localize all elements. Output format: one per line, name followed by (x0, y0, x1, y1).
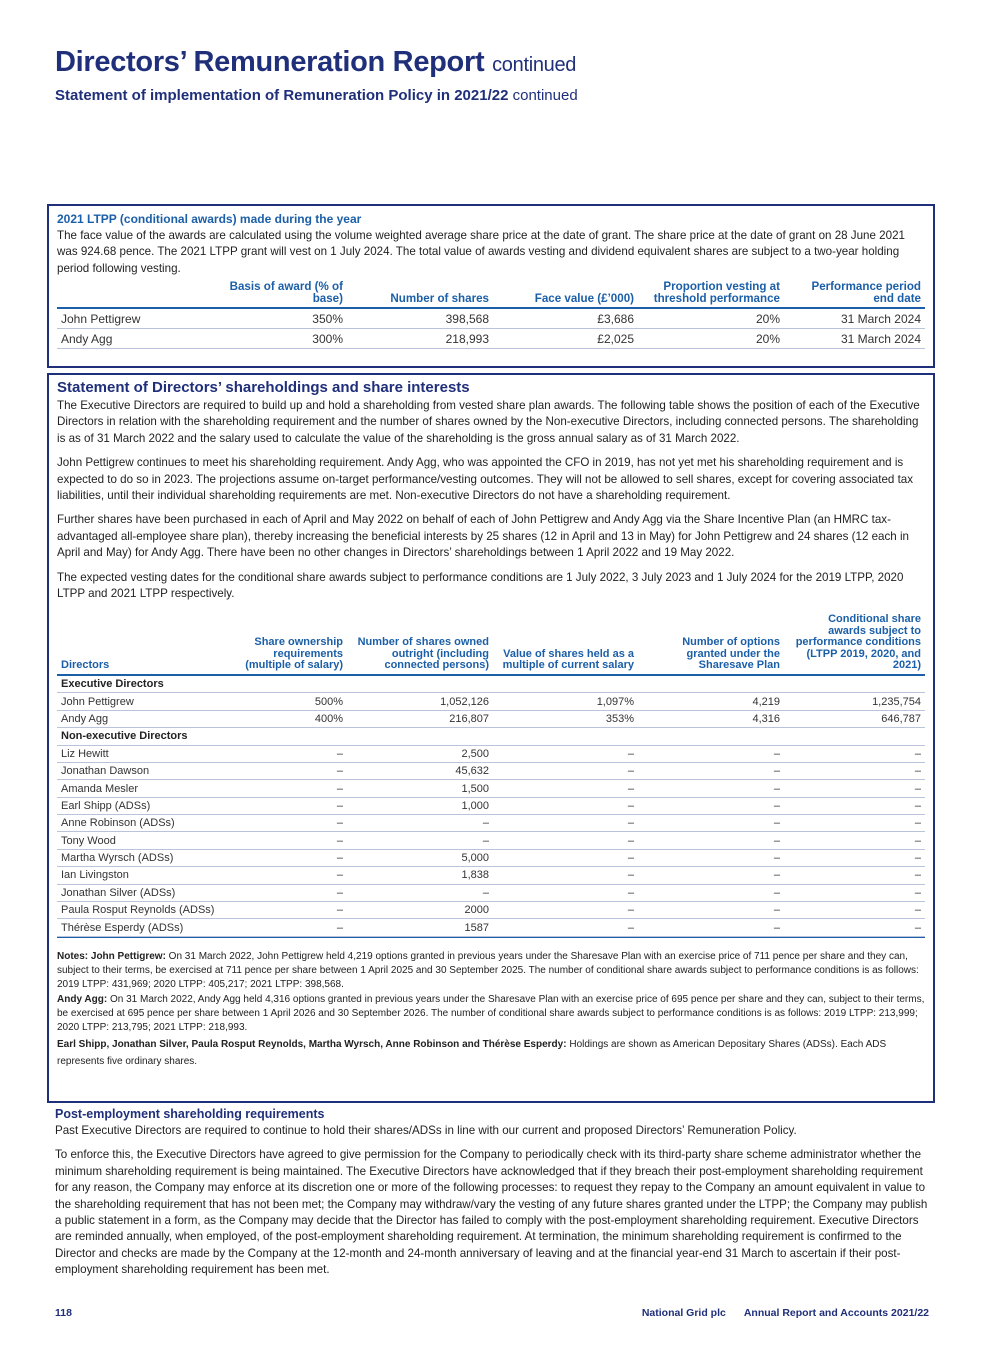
table-cell: – (493, 867, 638, 884)
table-cell: Jonathan Silver (ADSs) (57, 884, 227, 901)
note-john-pettigrew (57, 950, 925, 992)
holdings-col-header: Number of shares owned outright (including connected persons) (347, 614, 493, 675)
table-cell: 350% (207, 308, 347, 329)
table-cell: – (227, 867, 347, 884)
table-row (57, 762, 925, 779)
ltpp-heading: 2021 LTPP (conditional awards) made during the year (57, 212, 362, 226)
page-subtitle-suffix: continued (512, 87, 578, 104)
table-cell: – (347, 832, 493, 849)
table-group-row (57, 728, 925, 745)
page-subtitle (55, 87, 578, 104)
table-cell: – (493, 815, 638, 832)
holdings-paragraphs (57, 398, 925, 602)
table-cell: – (227, 745, 347, 762)
post-employment-paragraph: Past Executive Directors are required to continue to hold their shares/ADSs in line with our current and proposed Directors’ Remuneration Policy. (55, 1124, 797, 1137)
holdings-section (47, 373, 935, 1103)
table-cell: – (493, 762, 638, 779)
table-cell: – (784, 815, 925, 832)
ltpp-section (47, 204, 935, 368)
page-number: 118 (55, 1307, 72, 1319)
holdings-col-header: Value of shares held as a multiple of current salary (493, 614, 638, 675)
table-cell: – (638, 797, 784, 814)
table-cell: 4,219 (638, 693, 784, 710)
table-cell: 646,787 (784, 710, 925, 727)
page-subtitle-text: Statement of implementation of Remuneration Policy in 2021/22 (55, 87, 509, 104)
table-cell: – (493, 902, 638, 919)
ltpp-col-header: Basis of award (% of base) (207, 281, 347, 308)
table-cell: Andy Agg (57, 710, 227, 727)
table-cell: – (638, 815, 784, 832)
holdings-col-header: Directors (57, 614, 227, 675)
table-cell: Liz Hewitt (57, 745, 227, 762)
table-cell: 1,052,126 (347, 693, 493, 710)
table-row (57, 329, 925, 349)
page-title-text: Directors’ Remuneration Report (55, 46, 485, 78)
post-employment-paragraph: To enforce this, the Executive Directors have agreed to give permission for the Company to periodically check with its third-party share scheme administrator whether the minimum shareholding requirement is being maintained. The Executive Directors have acknowledged that if they breach their post-employment shareholding requirement for any reason, the Company may enforce at its discretion one or more of the following processes: to request they repay to the Company an amount equivalent in value to the shareholding requirement that has not been met; the Company may withdraw/vary the vesting of any future shares granted under the LTPP; the Company may publish a public statement in a form, as the Company may decide that the Director has failed to comply with the post-employment shareholding requirement. Executive Directors are reminded annually, when employed, of the post-employment shareholding requirement. At termination, the minimum shareholding requirement is confirmed to the Director and checks are made by the Company at the 12-month and 24-month anniversary of leaving and at the financial year-end 31 March to ascertain if their post-employment shareholding requirement has been met. (55, 1148, 928, 1277)
table-cell: 353% (493, 710, 638, 727)
table-cell: – (784, 797, 925, 814)
table-row (57, 780, 925, 797)
post-employment-heading: Post-employment shareholding requirements (55, 1107, 325, 1121)
group-label: Non-executive Directors (57, 728, 925, 745)
note-ads (57, 1036, 925, 1070)
table-cell: 31 March 2024 (784, 308, 925, 329)
table-cell: – (784, 919, 925, 936)
table-cell: 2,500 (347, 745, 493, 762)
note-john-text: On 31 March 2022, John Pettigrew held 4,219 options granted in previous years under the Sharesave Plan with an exercise price of 711 pence per share and they can, subject to their terms, be exercised at 711 pence per share between 1 April 2025 and 30 September 2025. The number of conditional share awards subject to performance conditions is as follows: 2019 LTPP: 431,969; 2020 LTPP: 405,217; 2021 LTPP: 398,568. (57, 950, 919, 990)
table-cell: 20% (638, 308, 784, 329)
ltpp-table-header (57, 281, 925, 308)
table-cell: – (227, 832, 347, 849)
table-cell: 216,807 (347, 710, 493, 727)
note-andy-label: Andy Agg: (57, 993, 108, 1005)
holdings-paragraph: The Executive Directors are required to build up and hold a shareholding from vested share plan awards. The following table shows the position of each of the Executive Directors in relation with the shareholding requirement and the number of shares owned by the Non-executive Directors, including connected persons. The shareholding is as of 31 March 2022 and the salary used to calculate the value of the shareholding is the gross annual salary as of 31 March 2022. (57, 399, 920, 445)
table-cell: – (347, 815, 493, 832)
table-row (57, 849, 925, 866)
table-cell: – (638, 902, 784, 919)
table-cell: – (227, 919, 347, 936)
table-cell: 1,838 (347, 867, 493, 884)
ltpp-table (57, 281, 925, 349)
table-cell: – (493, 849, 638, 866)
table-cell: – (227, 797, 347, 814)
holdings-heading: Statement of Directors’ shareholdings and share interests (57, 379, 470, 396)
table-row (57, 710, 925, 727)
ltpp-col-header: Face value (£’000) (493, 281, 638, 308)
table-cell: – (784, 762, 925, 779)
page-title (55, 46, 576, 79)
table-cell: – (493, 832, 638, 849)
table-row (57, 797, 925, 814)
table-cell: – (638, 780, 784, 797)
table-cell: 2000 (347, 902, 493, 919)
table-cell: 31 March 2024 (784, 329, 925, 349)
note-ads-text: Holdings are shown as American Depositary Shares (ADSs). Each ADS represents five ordinary shares. (57, 1038, 887, 1067)
table-cell: – (784, 902, 925, 919)
table-cell: – (227, 902, 347, 919)
table-row (57, 308, 925, 329)
table-cell: 20% (638, 329, 784, 349)
table-cell: 4,316 (638, 710, 784, 727)
table-cell: John Pettigrew (57, 693, 227, 710)
footer-report: Annual Report and Accounts 2021/22 (743, 1307, 929, 1319)
table-row (57, 902, 925, 919)
table-cell: – (493, 884, 638, 901)
table-cell: 300% (207, 329, 347, 349)
holdings-paragraph: The expected vesting dates for the conditional share awards subject to performance conditions are 1 July 2022, 3 July 2023 and 1 July 2024 for the 2019 LTPP, 2020 LTPP and 2021 LTPP respectively. (57, 570, 904, 601)
note-andy-agg (57, 993, 925, 1035)
table-cell: – (227, 884, 347, 901)
table-cell: 1,097% (493, 693, 638, 710)
holdings-paragraph: John Pettigrew continues to meet his shareholding requirement. Andy Agg, who was appointed the CFO in 2019, has not yet met his shareholding requirement and is expected to do so in 2023. The projections assume on-target performance/vesting outcomes. They will not be allowed to sell shares, except for covering associated tax liabilities, until their individual shareholding requirements are met. Non-executive Directors do not have a shareholding requirement. (57, 456, 914, 503)
table-cell: 45,632 (347, 762, 493, 779)
table-cell: – (638, 867, 784, 884)
table-cell: 500% (227, 693, 347, 710)
table-row (57, 919, 925, 936)
table-cell: – (784, 849, 925, 866)
table-cell: Paula Rosput Reynolds (ADSs) (57, 902, 227, 919)
table-row (57, 745, 925, 762)
table-cell: – (638, 762, 784, 779)
table-cell: – (784, 884, 925, 901)
ltpp-col-header (57, 281, 207, 308)
table-cell: John Pettigrew (57, 308, 207, 329)
post-employment-section (55, 1107, 929, 1287)
holdings-col-header: Number of options granted under the Sharesave Plan (638, 614, 784, 675)
table-cell: – (493, 745, 638, 762)
table-cell: 1,000 (347, 797, 493, 814)
table-cell: 400% (227, 710, 347, 727)
table-cell: – (227, 815, 347, 832)
table-cell: – (493, 780, 638, 797)
table-cell: – (227, 762, 347, 779)
table-cell: 218,993 (347, 329, 493, 349)
table-cell: – (784, 867, 925, 884)
table-cell: Ian Livingston (57, 867, 227, 884)
table-cell: Jonathan Dawson (57, 762, 227, 779)
note-ads-label: Earl Shipp, Jonathan Silver, Paula Rosput Reynolds, Martha Wyrsch, Anne Robinson and Thérèse Esperdy: (57, 1038, 567, 1050)
table-row (57, 867, 925, 884)
table-cell: 1587 (347, 919, 493, 936)
ltpp-text: The face value of the awards are calculated using the volume weighted average share price at the date of grant. The share price at the date of grant on 28 June 2021 was 924.68 pence. The 2021 LTPP grant will vest on 1 July 2024. The total value of awards vesting and dividend equivalent shares are subject to a two-year holding period following vesting. (57, 229, 905, 275)
table-cell: Andy Agg (57, 329, 207, 349)
table-cell: – (638, 884, 784, 901)
table-cell: £2,025 (493, 329, 638, 349)
table-cell: – (638, 919, 784, 936)
table-group-row (57, 675, 925, 693)
table-cell: £3,686 (493, 308, 638, 329)
table-row (57, 884, 925, 901)
table-cell: – (784, 832, 925, 849)
table-cell: Anne Robinson (ADSs) (57, 815, 227, 832)
table-row (57, 832, 925, 849)
table-cell: 5,000 (347, 849, 493, 866)
table-cell: – (784, 745, 925, 762)
table-cell: – (638, 832, 784, 849)
holdings-paragraph: Further shares have been purchased in each of April and May 2022 on behalf of each of John Pettigrew and Andy Agg via the Share Incentive Plan (an HMRC tax-advantaged all-employee share plan), thereby increasing the beneficial interests by 25 shares (12 in April and 13 in May) for John Pettigrew and 24 shares (12 each in April and May) for Andy Agg. There have been no other changes in Directors’ shareholdings between 1 April 2022 and 19 May 2022. (57, 513, 909, 560)
table-cell: Martha Wyrsch (ADSs) (57, 849, 227, 866)
table-cell: – (347, 884, 493, 901)
ltpp-col-header: Proportion vesting at threshold performance (638, 281, 784, 308)
note-john-label: Notes: John Pettigrew: (57, 950, 166, 962)
footer-company: National Grid plc (641, 1307, 726, 1319)
table-cell: Thérèse Esperdy (ADSs) (57, 919, 227, 936)
table-cell: Earl Shipp (ADSs) (57, 797, 227, 814)
note-andy-text: On 31 March 2022, Andy Agg held 4,316 options granted in previous years under the Sharesave Plan with an exercise price of 695 pence per share and they can, subject to their terms, be exercised at 695 pence per share between 1 April 2026 and 30 September 2026. The number of conditional share awards subject to performance conditions is as follows: 2019 LTPP: 213,999; 2020 LTPP: 213,795; 2021 LTPP: 218,993. (57, 993, 925, 1033)
ltpp-col-header: Number of shares (347, 281, 493, 308)
table-cell: – (227, 849, 347, 866)
table-cell: – (493, 797, 638, 814)
table-cell: 1,235,754 (784, 693, 925, 710)
table-cell: 1,500 (347, 780, 493, 797)
holdings-table-header (57, 614, 925, 675)
table-cell: Amanda Mesler (57, 780, 227, 797)
table-cell: – (493, 919, 638, 936)
table-cell: – (784, 780, 925, 797)
table-row (57, 693, 925, 710)
holdings-table (57, 614, 925, 936)
holdings-col-header: Share ownership requirements (multiple of salary) (227, 614, 347, 675)
table-row (57, 815, 925, 832)
table-cell: 398,568 (347, 308, 493, 329)
post-employment-paragraphs (55, 1123, 929, 1279)
group-label: Executive Directors (57, 675, 925, 693)
holdings-col-header: Conditional share awards subject to performance conditions (LTPP 2019, 2020, and 2021) (784, 614, 925, 675)
table-cell: – (227, 780, 347, 797)
table-cell: Tony Wood (57, 832, 227, 849)
table-cell: – (638, 745, 784, 762)
table-cell: – (638, 849, 784, 866)
page-title-suffix: continued (492, 54, 577, 76)
ltpp-col-header: Performance period end date (784, 281, 925, 308)
